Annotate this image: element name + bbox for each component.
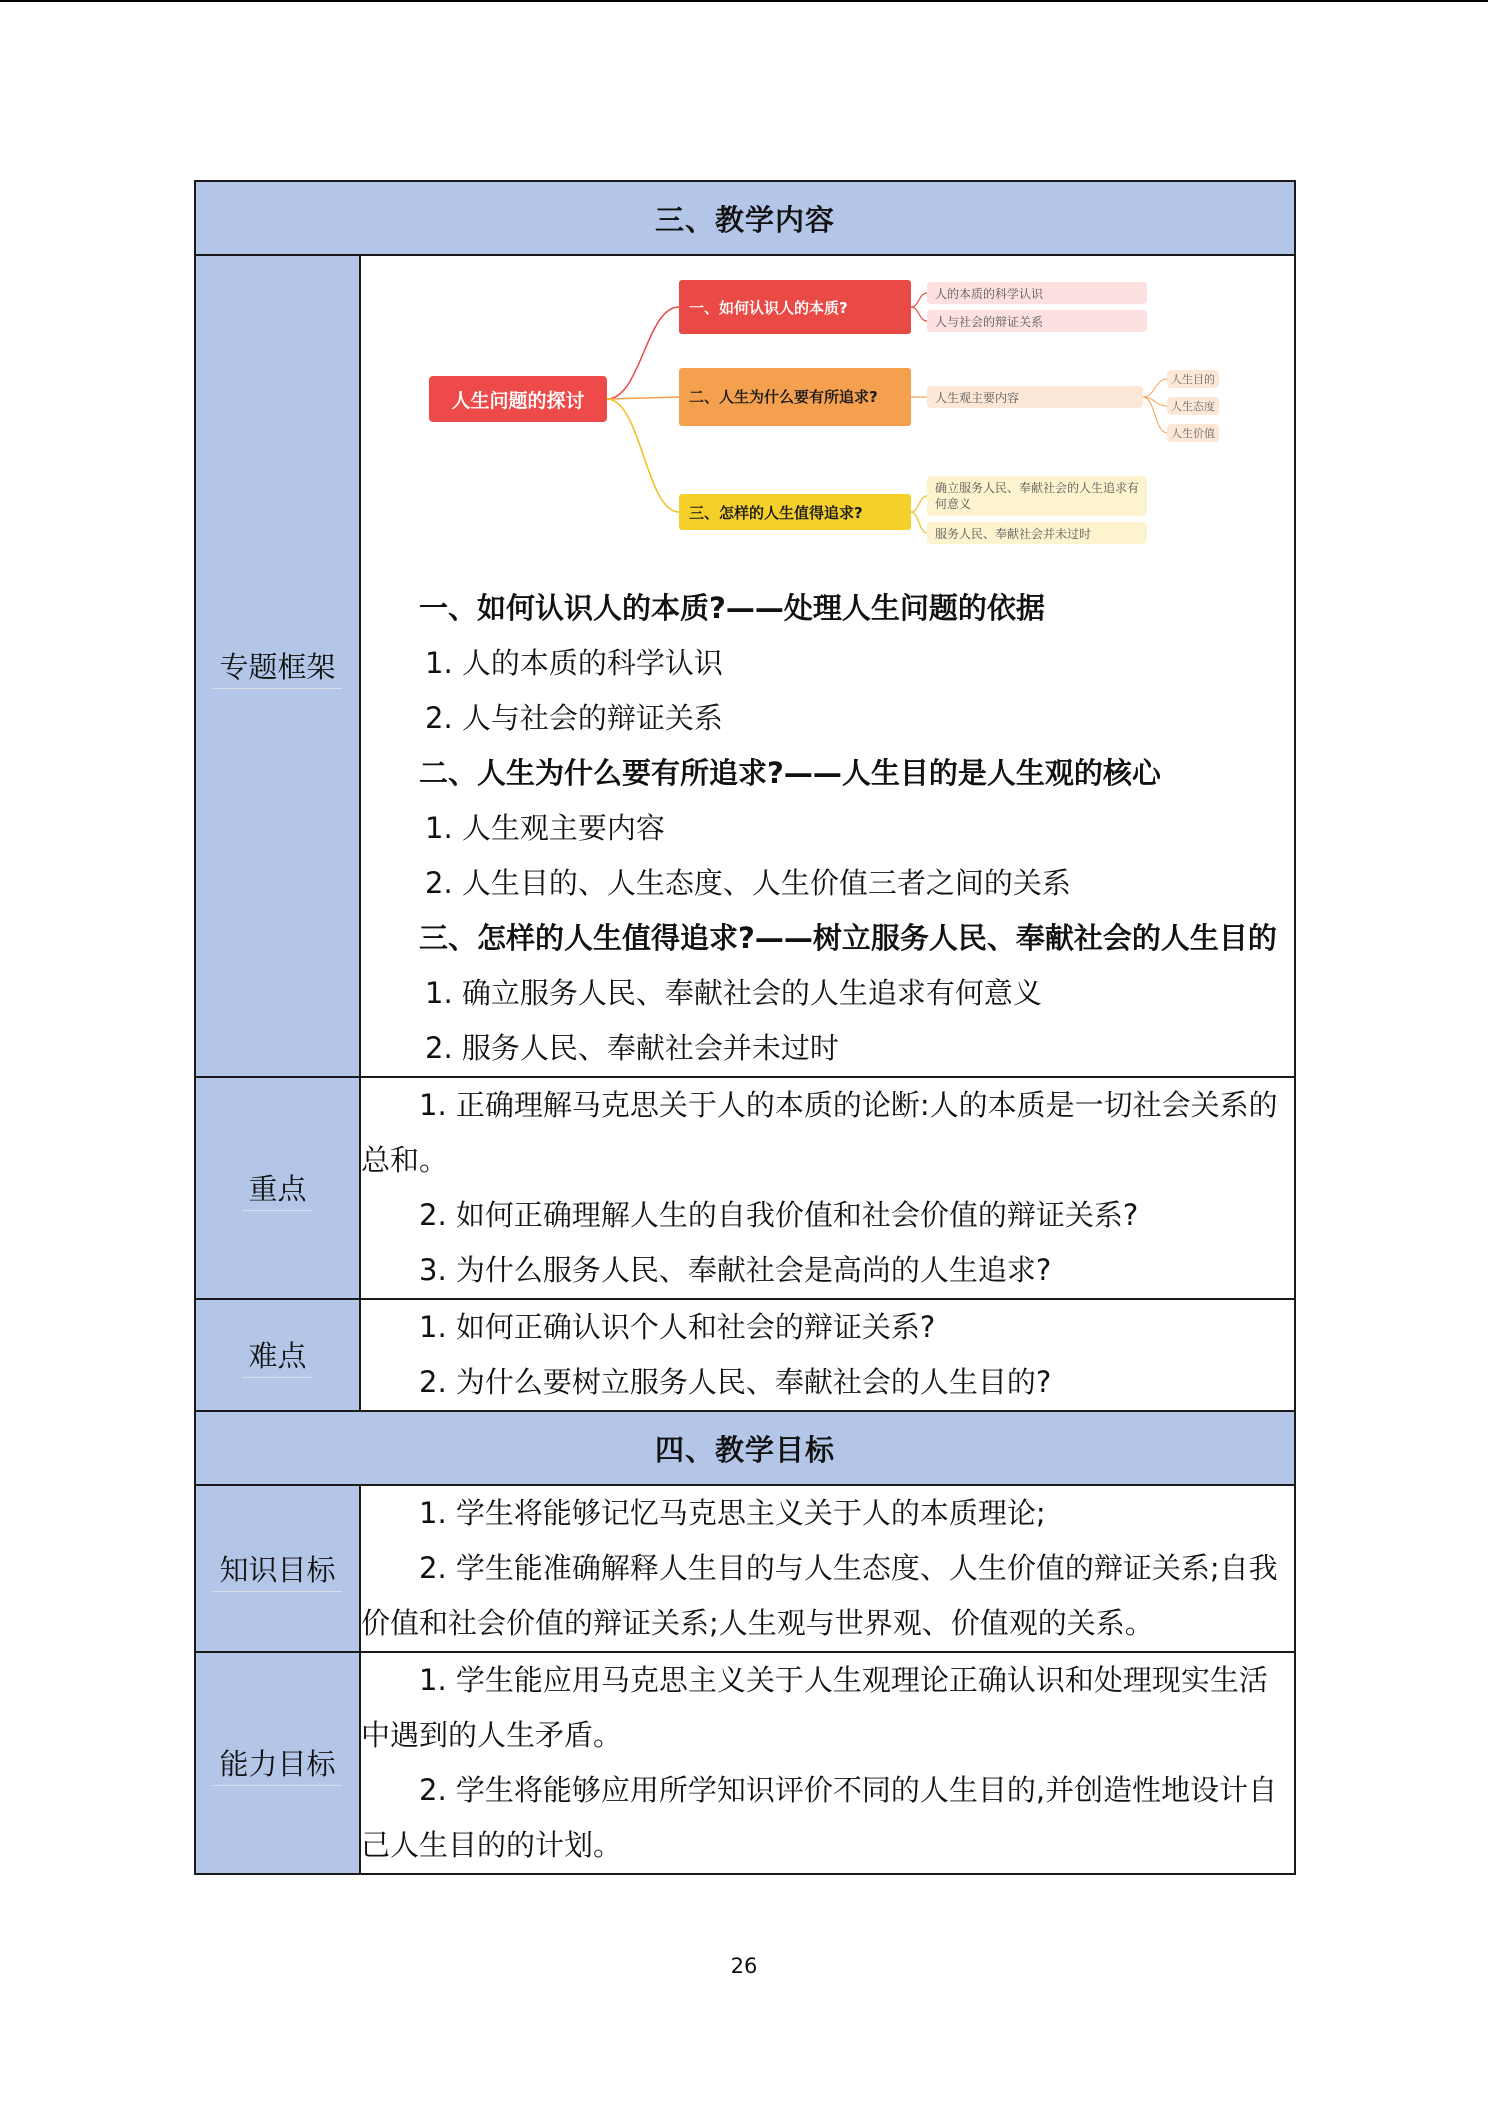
connector-root-b2 bbox=[607, 397, 679, 399]
mindmap-root: 人生问题的探讨 bbox=[429, 376, 607, 422]
mindmap-leaf: 人生观主要内容 bbox=[927, 386, 1143, 408]
ability-item: 2. 学生将能够应用所学知识评价不同的人生目的,并创造性地设计自己人生目的的计划。 bbox=[361, 1773, 1278, 1862]
mindmap-leaf: 人与社会的辩证关系 bbox=[927, 310, 1147, 332]
connector-b3-l4 bbox=[911, 496, 927, 512]
difficulty: 1. 如何正确认识个人和社会的辩证关系? bbox=[419, 1310, 936, 1344]
mindmap-subleaf: 人生价值 bbox=[1167, 424, 1219, 442]
knowledge-row bbox=[195, 1485, 1295, 1652]
outline-item: 1. 人的本质的科学认识 bbox=[425, 646, 723, 680]
framework-label: 专题框架 bbox=[213, 643, 341, 689]
mindmap-subleaf: 人生态度 bbox=[1167, 397, 1219, 415]
difficulties-content bbox=[360, 1299, 1295, 1411]
connector-l3-s1 bbox=[1143, 379, 1167, 397]
mindmap-branch-1: 一、如何认识人的本质? bbox=[679, 280, 911, 334]
difficulty: 2. 为什么要树立服务人民、奉献社会的人生目的? bbox=[419, 1365, 1052, 1399]
framework-label-cell bbox=[195, 255, 360, 1077]
outline-item: 1. 确立服务人民、奉献社会的人生追求有何意义 bbox=[425, 976, 1042, 1010]
key-point: 1. 正确理解马克思关于人的本质的论断:人的本质是一切社会关系的总和。 bbox=[361, 1088, 1278, 1177]
mindmap bbox=[361, 256, 1294, 581]
mindmap-subleaf: 人生目的 bbox=[1167, 370, 1219, 388]
difficulties-label: 难点 bbox=[242, 1332, 312, 1378]
page-top-edge bbox=[0, 0, 1488, 2]
ability-row bbox=[195, 1652, 1295, 1874]
mindmap-leaf: 服务人民、奉献社会并未过时 bbox=[927, 522, 1147, 544]
mindmap-branch-3: 三、怎样的人生值得追求? bbox=[679, 494, 911, 530]
framework-row bbox=[195, 255, 1295, 1077]
difficulties-row bbox=[195, 1299, 1295, 1411]
outline-heading: 二、人生为什么要有所追求?——人生目的是人生观的核心 bbox=[419, 756, 1161, 790]
key-points-row bbox=[195, 1077, 1295, 1299]
ability-content bbox=[360, 1652, 1295, 1874]
lesson-plan-table bbox=[194, 180, 1296, 1875]
outline-item: 1. 人生观主要内容 bbox=[425, 811, 665, 845]
framework-outline bbox=[361, 581, 1294, 1076]
connector-l3-s3 bbox=[1143, 397, 1167, 433]
mindmap-leaf: 人的本质的科学认识 bbox=[927, 282, 1147, 304]
connector-b1-l1 bbox=[911, 293, 927, 307]
key-points-label: 重点 bbox=[242, 1165, 312, 1211]
knowledge-label: 知识目标 bbox=[213, 1546, 341, 1592]
framework-content bbox=[360, 255, 1295, 1077]
knowledge-item: 1. 学生将能够记忆马克思主义关于人的本质理论; bbox=[419, 1496, 1046, 1530]
page-number: 26 bbox=[730, 1954, 758, 1978]
key-point: 2. 如何正确理解人生的自我价值和社会价值的辩证关系? bbox=[419, 1198, 1139, 1232]
ability-label: 能力目标 bbox=[213, 1740, 341, 1786]
ability-label-cell bbox=[195, 1652, 360, 1874]
connector-root-b3 bbox=[607, 399, 679, 512]
connector-b3-l5 bbox=[911, 512, 927, 533]
key-point: 3. 为什么服务人民、奉献社会是高尚的人生追求? bbox=[419, 1253, 1052, 1287]
section3-title: 三、教学内容 bbox=[195, 181, 1295, 255]
outline-item: 2. 服务人民、奉献社会并未过时 bbox=[425, 1031, 839, 1065]
connector-root-b1 bbox=[607, 307, 679, 399]
key-points-label-cell bbox=[195, 1077, 360, 1299]
knowledge-label-cell bbox=[195, 1485, 360, 1652]
connector-b1-l2 bbox=[911, 307, 927, 321]
outline-item: 2. 人与社会的辩证关系 bbox=[425, 701, 723, 735]
outline-heading: 三、怎样的人生值得追求?——树立服务人民、奉献社会的人生目的 bbox=[419, 921, 1277, 955]
mindmap-branch-2: 二、人生为什么要有所追求? bbox=[679, 368, 911, 426]
difficulties-label-cell bbox=[195, 1299, 360, 1411]
knowledge-content bbox=[360, 1485, 1295, 1652]
knowledge-item: 2. 学生能准确解释人生目的与人生态度、人生价值的辩证关系;自我价值和社会价值的辩证关系;人生观与世界观、价值观的关系。 bbox=[361, 1551, 1278, 1640]
section4-title: 四、教学目标 bbox=[195, 1411, 1295, 1485]
key-points-content bbox=[360, 1077, 1295, 1299]
ability-item: 1. 学生能应用马克思主义关于人生观理论正确认识和处理现实生活中遇到的人生矛盾。 bbox=[361, 1663, 1268, 1752]
mindmap-leaf: 确立服务人民、奉献社会的人生追求有何意义 bbox=[927, 476, 1147, 516]
outline-heading: 一、如何认识人的本质?——处理人生问题的依据 bbox=[419, 591, 1045, 625]
outline-item: 2. 人生目的、人生态度、人生价值三者之间的关系 bbox=[425, 866, 1071, 900]
